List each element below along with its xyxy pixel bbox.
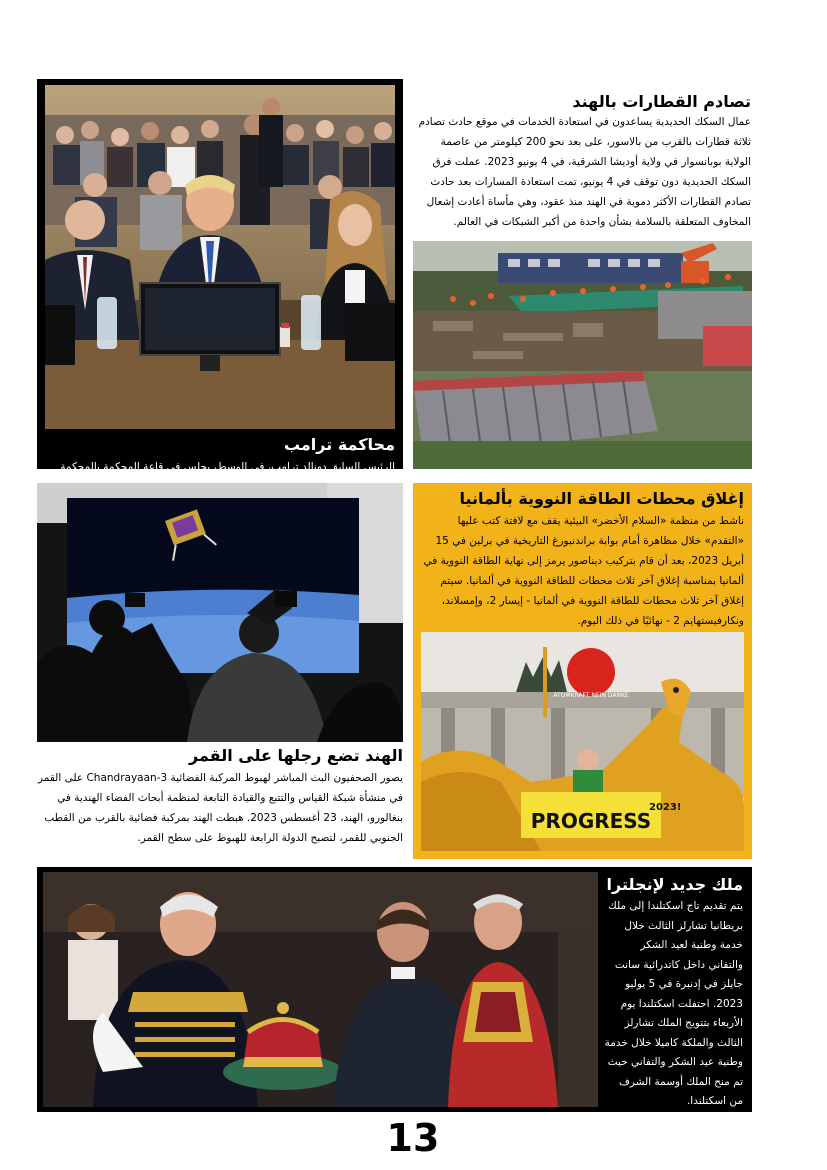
progress-sign-text: PROGRESS (530, 809, 652, 833)
germany-protest-photo (421, 632, 744, 851)
moon-caption: يصور الصحفيون البث المباشر لهبوط المركبة الفضائية Chandrayaan-3 على القمر في منشأة شبكة القياس والتتبع والقيادة التابعة لمنظمة أبحاث الفضاء الهندية في بنغالورو، الهند، 23 أغسطس 2023. هبطت الهند بمركبة فضائية بالقرب من القطب الجنوبي للقمر، لتصبح الدولة الرابعة للهبوط على سطح القمر. (38, 772, 403, 844)
train-caption: عمال السكك الحديدية يساعدون في استعادة الخدمات في موقع حادث تصادم ثلاثة قطارات بالقرب من بالاسور، على بعد نحو 200 كيلومتر من عاصمة الولاية بوبانسوار في ولاية أوديشا الشرقية، في 4 يونيو 2023. عملت فرق السكك الحديدية دون توقف في 4 يونيو، تمت استعادة المسارات بعد حادث تصادم القطارات الأكثر دموية في الهند منذ عقود، وهي مأساة أعادت إشعال المخاوف المتعلقة بالسلامة بشأن واحدة من أكبر الشبكات في العالم. (418, 116, 751, 228)
trump-courtroom-photo (45, 85, 395, 429)
train-crash-photo (413, 241, 752, 469)
charles-title: ملك جديد لإنجلترا (606, 875, 743, 894)
charles-caption: يتم تقديم تاج اسكتلندا إلى ملك بريطانيا تشارلز الثالث خلال خدمة وطنية لعيد الشكر والتفاني داخل كاتدرائية سانت جايلز في إدنبرة في 5 يوليو 2023. احتفلت اسكتلندا يوم الأربعاء بتتويج الملك تشارلز الثالث والملكة كاميلا خلال خدمة وطنية عيد الشكر والتفاني حيث تم منح الملك أوسمة الشرف من اسكتلندا. (604, 900, 743, 1107)
germany-panel (413, 483, 752, 859)
page-number: 13 (386, 1116, 440, 1160)
germany-title: إغلاق محطات الطاقة النووية بألمانيا (459, 489, 744, 508)
trump-caption: الرئيس السابق دونالد ترامب، في الوسط، يجلس في قاعة المحكمة بالمحكمة (60, 461, 395, 473)
trump-title: محاكمة ترامب (283, 435, 395, 454)
progress-sign-year: 2023! (649, 802, 682, 813)
train-title: تصادم القطارات بالهند (572, 92, 751, 111)
germany-caption: ناشط من منظمة «السلام الأخضر» البيئية يقف مع لافتة كتب عليها «التقدم» خلال مظاهرة أمام بوابة براندنبورغ التاريخية في برلين في 15 أبريل 2023، بعد أن قام بتركيب ديناصور يرمز إلى نهاية الطاقة النووية في ألمانيا بمناسبة إغلاق آخر ثلاث محطات للطاقة النووية في ألمانيا. سيتم إغلاق آخر ثلاث محطات للطاقة النووية في ألمانيا - إيسار 2، وإمسلاند، ونكارفيستهايم 2 - نهائيًا في ذلك اليوم. (423, 515, 744, 627)
moon-title: الهند تضع رجلها على القمر (189, 746, 403, 765)
crown-ceremony-photo (43, 872, 598, 1107)
moon-landing-photo (37, 483, 403, 742)
charles-panel (37, 867, 752, 1112)
sun-sign-text: ATOMKRAFT NEIN DANKE (553, 692, 629, 699)
trump-panel (37, 79, 403, 473)
